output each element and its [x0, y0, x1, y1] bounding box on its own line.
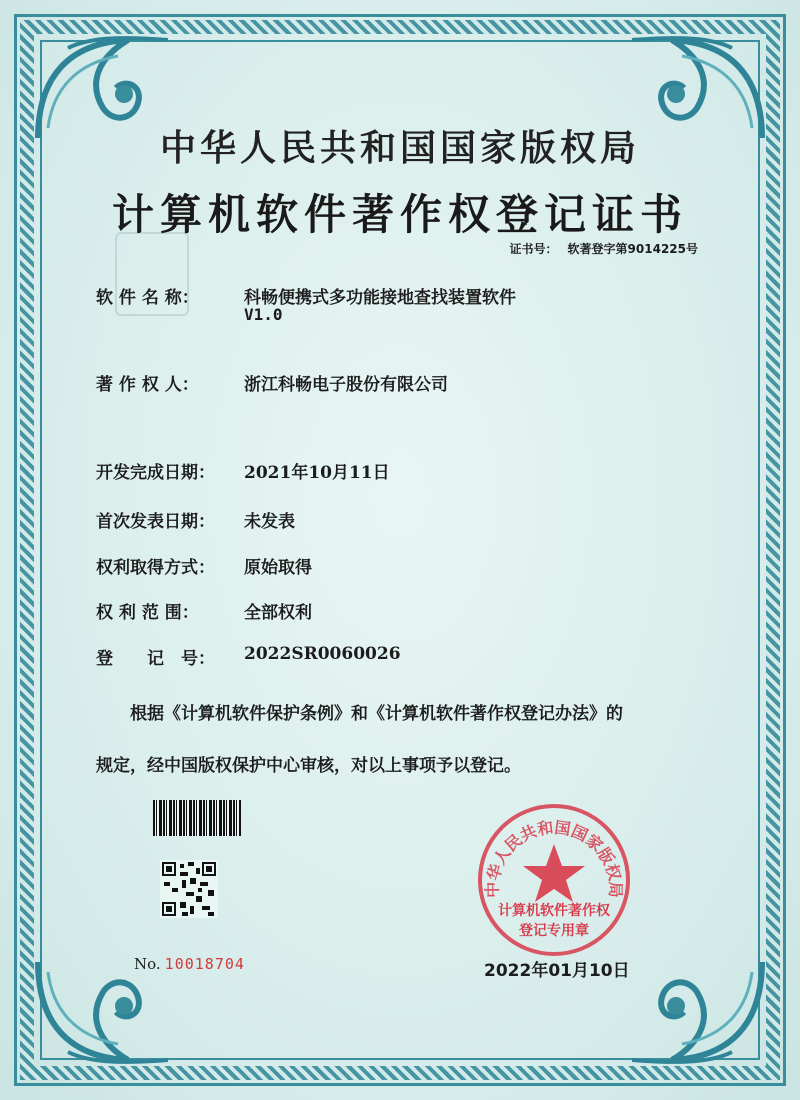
field-value: 科畅便携式多功能接地查找装置软件	[244, 288, 516, 308]
field-value: 原始取得	[244, 558, 312, 578]
qr-code-icon	[160, 860, 218, 918]
field-label: 登 记 号：	[96, 649, 215, 669]
seal-line-2: 登记专用章	[519, 923, 589, 939]
field-label: 软 件 名 称：	[96, 288, 199, 308]
certificate-number-label: 证书号：	[509, 242, 558, 256]
official-seal	[474, 800, 634, 960]
field-rights-scope	[96, 598, 312, 623]
certificate-title: 计算机软件著作权登记证书	[111, 190, 688, 239]
field-value: 全部权利	[244, 603, 312, 623]
barcode-icon	[153, 800, 241, 836]
field-completion-date	[96, 458, 390, 483]
field-value: 2021年10月11日	[244, 463, 390, 483]
field-label: 开发完成日期：	[96, 463, 215, 483]
field-software-name	[96, 283, 516, 308]
serial-label: No.	[134, 955, 161, 973]
field-value: 2022SR0060026	[244, 644, 401, 664]
seal-line-1: 计算机软件著作权	[498, 903, 610, 919]
field-label: 权利取得方式：	[96, 558, 215, 578]
field-value: 浙江科畅电子股份有限公司	[244, 375, 448, 395]
serial-number	[134, 955, 245, 973]
field-copyright-owner	[96, 370, 448, 395]
field-acquisition-method	[96, 553, 312, 578]
field-registration-number	[96, 644, 401, 669]
seal-arc-text: 中华人民共和国国家版权局	[482, 817, 626, 898]
issuer-title: 中华人民共和国国家版权局	[159, 127, 640, 169]
statement-line-1: 根据《计算机软件保护条例》和《计算机软件著作权登记办法》的	[130, 704, 623, 724]
star-icon	[523, 844, 585, 902]
certificate-number-value: 软著登字第9014225号	[567, 242, 698, 256]
field-label: 著 作 权 人：	[96, 375, 199, 395]
software-version: V1.0	[244, 305, 283, 324]
corner-ornament-icon	[622, 952, 772, 1072]
field-label: 首次发表日期：	[96, 512, 215, 532]
field-label: 权 利 范 围：	[96, 603, 199, 623]
field-first-publication	[96, 507, 295, 532]
certificate-number	[510, 240, 698, 257]
statement-line-2: 规定，经中国版权保护中心审核，对以上事项予以登记。	[96, 756, 521, 776]
serial-value: 10018704	[164, 955, 245, 973]
issue-date: 2022年01月10日	[484, 961, 630, 981]
field-value: 未发表	[244, 512, 295, 532]
